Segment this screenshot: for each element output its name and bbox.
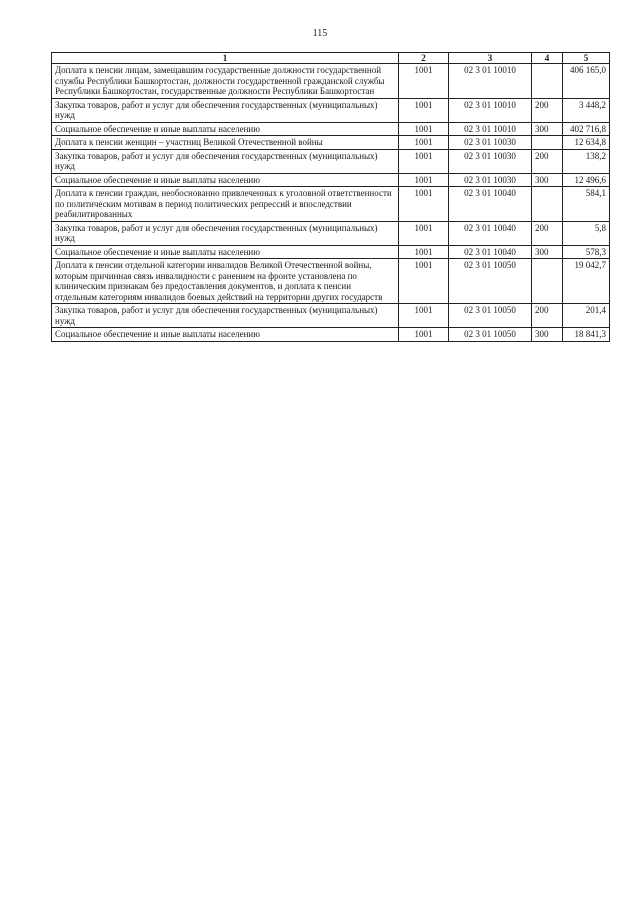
row-code: 02 3 01 10010 [449,64,532,99]
table-row [52,245,610,259]
row-name: Закупка товаров, работ и услуг для обеспечения государственных (муниципальных) нужд [52,98,399,122]
row-code: 02 3 01 10030 [449,136,532,150]
row-amount: 402 716,8 [563,122,610,136]
row-type: 300 [532,122,563,136]
row-amount: 3 448,2 [563,98,610,122]
row-type: 200 [532,98,563,122]
row-type: 300 [532,245,563,259]
table-row [52,149,610,173]
row-name: Социальное обеспечение и иные выплаты населению [52,173,399,187]
column-header-2: 2 [399,53,449,64]
row-code: 02 3 01 10040 [449,245,532,259]
row-type: 200 [532,149,563,173]
row-name: Закупка товаров, работ и услуг для обеспечения государственных (муниципальных) нужд [52,304,399,328]
row-name: Доплата к пенсии лицам, замещавшим государственные должности государственной службы Республики Башкортостан, должности государственной гражданской службы Республики Башкортостан, государственные должности Республики Башкортостан [52,64,399,99]
row-section: 1001 [399,304,449,328]
row-code: 02 3 01 10010 [449,122,532,136]
table-row [52,122,610,136]
row-section: 1001 [399,149,449,173]
table-row [52,328,610,342]
table-row [52,98,610,122]
table-row [52,221,610,245]
row-name: Закупка товаров, работ и услуг для обеспечения государственных (муниципальных) нужд [52,149,399,173]
row-section: 1001 [399,245,449,259]
row-section: 1001 [399,98,449,122]
row-section: 1001 [399,122,449,136]
row-code: 02 3 01 10030 [449,149,532,173]
row-section: 1001 [399,173,449,187]
row-code: 02 3 01 10040 [449,221,532,245]
page-number: 115 [312,28,328,39]
row-amount: 19 042,7 [563,259,610,304]
row-amount: 578,3 [563,245,610,259]
column-header-4: 4 [532,53,563,64]
row-amount: 5,8 [563,221,610,245]
row-name: Социальное обеспечение и иные выплаты населению [52,245,399,259]
row-code: 02 3 01 10040 [449,187,532,222]
table-row [52,64,610,99]
row-section: 1001 [399,221,449,245]
row-code: 02 3 01 10030 [449,173,532,187]
column-header-5: 5 [563,53,610,64]
row-amount: 12 634,8 [563,136,610,150]
row-name: Социальное обеспечение и иные выплаты населению [52,122,399,136]
row-amount: 406 165,0 [563,64,610,99]
row-section: 1001 [399,328,449,342]
row-name: Доплата к пенсии женщин – участниц Великой Отечественной войны [52,136,399,150]
row-type [532,187,563,222]
budget-table [51,52,610,342]
row-type: 200 [532,304,563,328]
row-name: Доплата к пенсии граждан, необоснованно привлеченных к уголовной ответственности по политическим мотивам в период политических репрессий и впоследствии реабилитированных [52,187,399,222]
row-name: Социальное обеспечение и иные выплаты населению [52,328,399,342]
row-code: 02 3 01 10050 [449,259,532,304]
column-header-3: 3 [449,53,532,64]
column-header-1: 1 [52,53,399,64]
row-code: 02 3 01 10010 [449,98,532,122]
table-header-row [52,53,610,64]
row-code: 02 3 01 10050 [449,328,532,342]
row-type: 300 [532,328,563,342]
table-row [52,173,610,187]
row-section: 1001 [399,136,449,150]
row-section: 1001 [399,187,449,222]
table-row [52,304,610,328]
table-row [52,259,610,304]
row-amount: 18 841,3 [563,328,610,342]
row-amount: 201,4 [563,304,610,328]
row-code: 02 3 01 10050 [449,304,532,328]
row-type [532,64,563,99]
row-type [532,136,563,150]
row-type: 200 [532,221,563,245]
row-name: Закупка товаров, работ и услуг для обеспечения государственных (муниципальных) нужд [52,221,399,245]
row-section: 1001 [399,259,449,304]
row-section: 1001 [399,64,449,99]
row-amount: 138,2 [563,149,610,173]
row-amount: 584,1 [563,187,610,222]
row-amount: 12 496,6 [563,173,610,187]
table-row [52,136,610,150]
table-row [52,187,610,222]
row-name: Доплата к пенсии отдельной категории инвалидов Великой Отечественной войны, которым причинная связь инвалидности с ранением на фронте установлена по клиническим признакам без предоставления документов, и доплата к пенсии отдельным категориям инвалидов боевых действий на территории других государств [52,259,399,304]
row-type: 300 [532,173,563,187]
row-type [532,259,563,304]
